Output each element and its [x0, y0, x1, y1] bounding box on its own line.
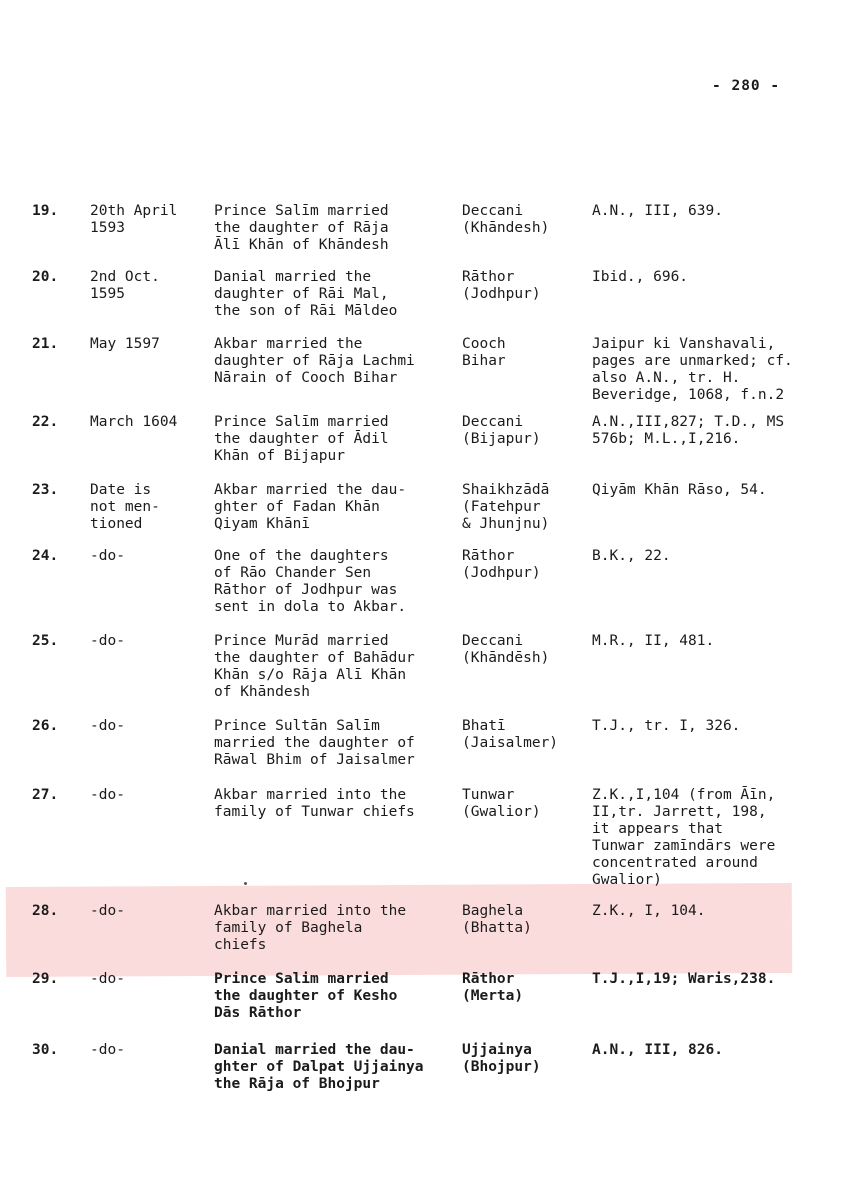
entry-clan: Ujjainya (Bhojpur): [462, 1042, 541, 1075]
entry-clan: Shaikhzādā (Fatehpur & Jhunjnu): [462, 482, 550, 532]
entry-source: Qiyām Khān Rāso, 54.: [592, 482, 767, 498]
entry-source: A.N., III, 639.: [592, 203, 723, 219]
entry-date: 20th April 1593: [90, 203, 178, 236]
entry-clan: Baghela (Bhatta): [462, 903, 532, 936]
entry-number: 26.: [32, 718, 59, 734]
entry-number: 19.: [32, 203, 59, 219]
entry-description: Akbar married into the family of Tunwar chiefs: [214, 787, 415, 820]
entry-description: Prince Salīm married the daughter of Ādil Khān of Bijapur: [214, 414, 389, 464]
entry-source: A.N., III, 826.: [592, 1042, 723, 1058]
entry-description: Prince Sultān Salīm married the daughter of Rāwal Bhim of Jaisalmer: [214, 718, 415, 768]
entry-source: M.R., II, 481.: [592, 633, 715, 649]
entry-description: One of the daughters of Rāo Chander Sen Rāthor of Jodhpur was sent in dola to Akbar.: [214, 548, 407, 615]
entry-date: -do-: [90, 633, 125, 649]
entry-source: T.J.,I,19; Waris,238.: [592, 971, 776, 987]
entry-number: 23.: [32, 482, 59, 498]
entry-number: 25.: [32, 633, 59, 649]
entry-source: Z.K., I, 104.: [592, 903, 706, 919]
entry-number: 30.: [32, 1042, 59, 1058]
entry-description: Danial married the daughter of Rāi Mal, the son of Rāi Māldeo: [214, 269, 398, 319]
stray-mark: [244, 882, 247, 885]
entry-date: 2nd Oct. 1595: [90, 269, 160, 302]
entry-clan: Deccani (Bijapur): [462, 414, 541, 447]
entry-clan: Rāthor (Merta): [462, 971, 524, 1004]
entry-source: B.K., 22.: [592, 548, 671, 564]
entry-number: 24.: [32, 548, 59, 564]
entry-date: -do-: [90, 971, 125, 987]
entry-source: Z.K.,I,104 (from Āīn, II,tr. Jarrett, 198, it appears that Tunwar zamīndārs were concentrated around Gwalior): [592, 787, 776, 888]
entry-number: 21.: [32, 336, 59, 352]
entry-clan: Tunwar (Gwalior): [462, 787, 541, 820]
entry-source: A.N.,III,827; T.D., MS 576b; M.L.,I,216.: [592, 414, 785, 447]
entry-number: 29.: [32, 971, 59, 987]
entry-description: Akbar married the dau- ghter of Fadan Khān Qiyam Khānī: [214, 482, 407, 532]
entry-description: Akbar married the daughter of Rāja Lachmi Nārain of Cooch Bihar: [214, 336, 415, 386]
entry-description: Akbar married into the family of Baghela chiefs: [214, 903, 407, 953]
entry-date: May 1597: [90, 336, 160, 352]
entry-date: -do-: [90, 548, 125, 564]
entry-clan: Deccani (Khāndesh): [462, 203, 550, 236]
entry-clan: Bhatī (Jaisalmer): [462, 718, 559, 751]
entry-number: 22.: [32, 414, 59, 430]
entry-description: Danial married the dau- ghter of Dalpat Ujjainya the Rāja of Bhojpur: [214, 1042, 424, 1092]
entry-description: Prince Murād married the daughter of Bahādur Khān s/o Rāja Alī Khān of Khāndesh: [214, 633, 415, 700]
entry-date: -do-: [90, 903, 125, 919]
entry-clan: Deccani (Khāndēsh): [462, 633, 550, 666]
entry-number: 28.: [32, 903, 59, 919]
entry-source: Jaipur ki Vanshavali, pages are unmarked; cf. also A.N., tr. H. Beveridge, 1068, f.n.2: [592, 336, 793, 403]
entry-date: -do-: [90, 718, 125, 734]
entry-clan: Rāthor (Jodhpur): [462, 548, 541, 581]
entry-date: -do-: [90, 1042, 125, 1058]
entry-description: Prince Salīm married the daughter of Rāja Ālī Khān of Khāndesh: [214, 203, 389, 253]
entry-date: March 1604: [90, 414, 178, 430]
entry-source: T.J., tr. I, 326.: [592, 718, 741, 734]
entry-number: 27.: [32, 787, 59, 803]
entry-date: -do-: [90, 787, 125, 803]
page-number: - 280 -: [712, 78, 781, 94]
entry-source: Ibid., 696.: [592, 269, 689, 285]
entry-clan: Rāthor (Jodhpur): [462, 269, 541, 302]
entry-description: Prince Salim married the daughter of Kesho Dās Rāthor: [214, 971, 398, 1021]
entry-number: 20.: [32, 269, 59, 285]
entry-date: Date is not men- tioned: [90, 482, 160, 532]
entry-clan: Cooch Bihar: [462, 336, 506, 369]
